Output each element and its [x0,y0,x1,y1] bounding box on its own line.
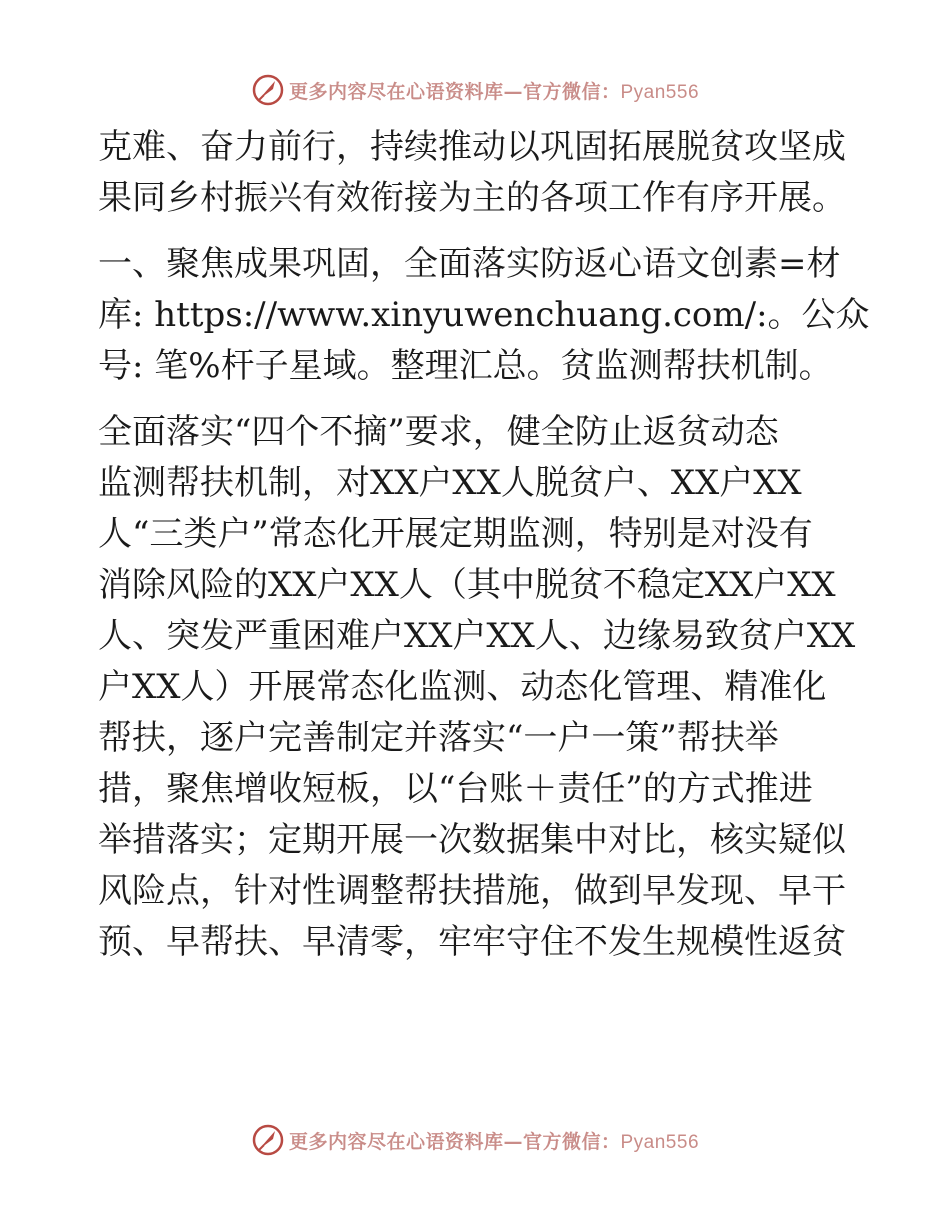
text-line: 果同乡村振兴有效衔接为主的各项工作有序开展。 [98,178,846,218]
text-line: 户XX人）开展常态化监测、动态化管理、精准化 [98,667,827,707]
text-line: 措，聚焦增收短板，以“台账＋责任”的方式推进 [98,769,813,809]
watermark-text: 更多内容尽在心语资料库—官方微信：Pyan556 [288,80,700,103]
paragraph [98,122,858,224]
quill-logo-icon [251,1123,285,1157]
text-line: 全面落实“四个不摘”要求，健全防止返贫动态 [98,412,779,452]
text-line: 预、早帮扶、早清零，牢牢守住不发生规模性返贫 [98,922,846,962]
text-line: 消除风险的XX户XX人（其中脱贫不稳定XX户XX [98,565,836,605]
body-text [98,122,870,968]
text-line: 人、突发严重困难户XX户XX人、边缘易致贫户XX [98,616,856,656]
paragraph [98,239,870,392]
text-line: 号: 笔%杆子星域。整理汇总。贫监测帮扶机制。 [98,346,833,386]
header-watermark [0,70,950,110]
text-line: 帮扶，逐户完善制定并落实“一户一策”帮扶举 [98,718,779,758]
watermark-text: 更多内容尽在心语资料库—官方微信：Pyan556 [288,1130,700,1153]
text-line: 一、聚焦成果巩固，全面落实防返心语文创素=材 [98,244,841,284]
text-line: 监测帮扶机制，对XX户XX人脱贫户、XX户XX [98,463,802,503]
text-line: 风险点，针对性调整帮扶措施，做到早发现、早干 [98,871,846,911]
text-line: 库: https://www.xinyuwenchuang.com/:。公众 [98,295,870,335]
text-line: 人“三类户”常态化开展定期监测，特别是对没有 [98,514,813,554]
footer-watermark [0,1120,950,1160]
paragraph [98,407,858,968]
text-line: 举措落实；定期开展一次数据集中对比，核实疑似 [98,820,846,860]
quill-logo-icon [251,73,285,107]
text-line: 克难、奋力前行，持续推动以巩固拓展脱贫攻坚成 [98,127,846,167]
